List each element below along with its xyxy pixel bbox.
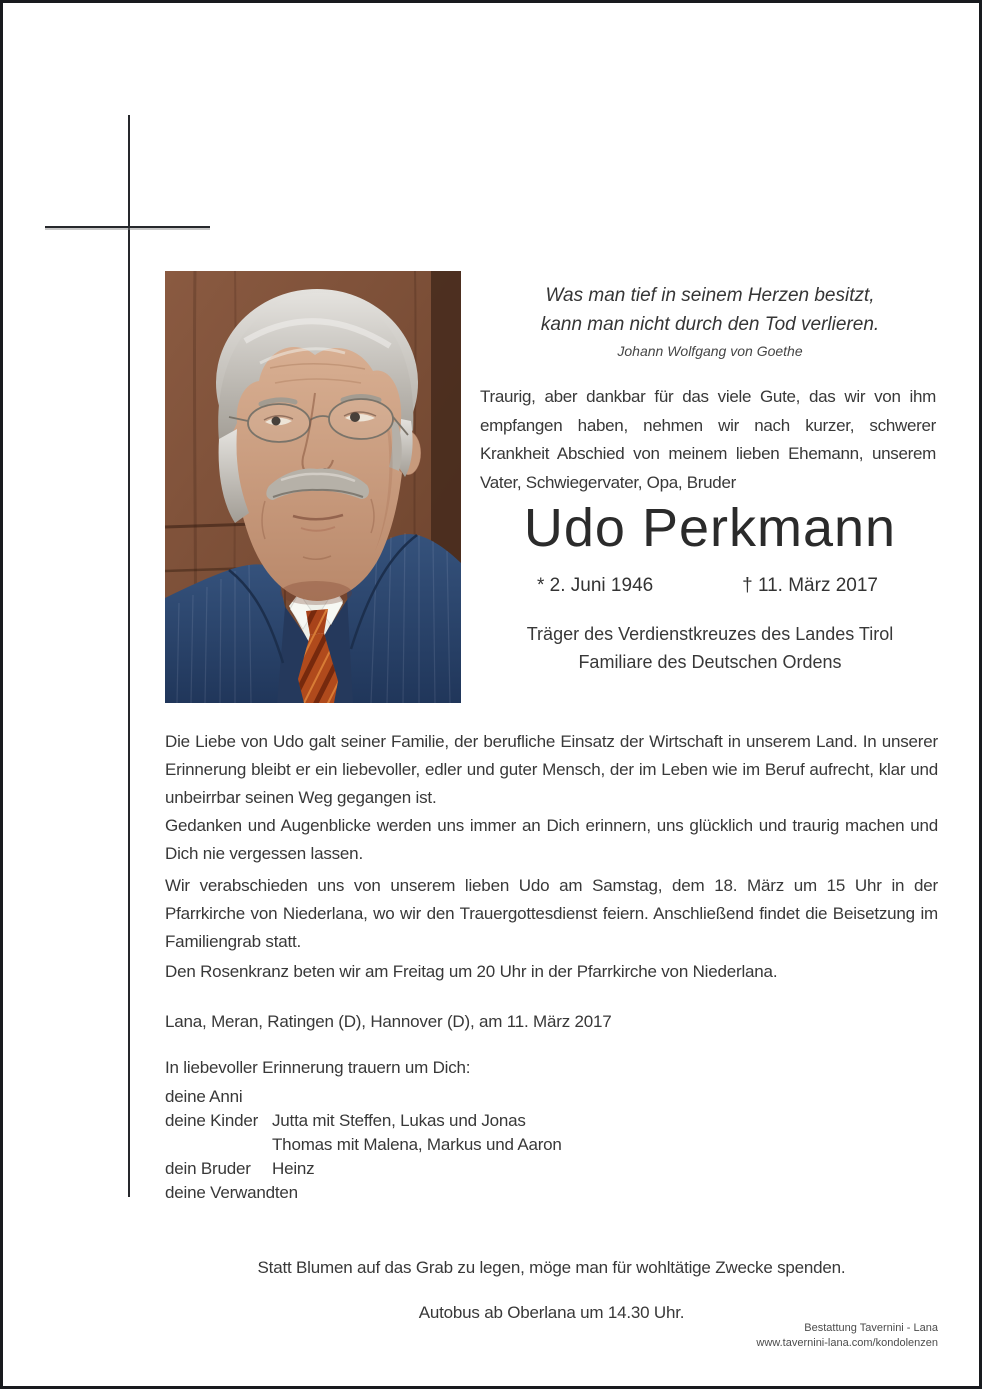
mourner-label: deine Kinder — [165, 1111, 259, 1130]
memorial-paragraph-2: Gedanken und Augenblicke werden uns immer an Dich erinnern, uns glücklich und traurig machen und Dich nie vergessen lassen. — [165, 816, 938, 863]
dateline: Lana, Meran, Ratingen (D), Hannover (D), am 11. März 2017 — [165, 1012, 612, 1031]
memorial-paragraph-1: Die Liebe von Udo galt seiner Familie, der berufliche Einsatz der Wirtschaft in unserem Land. In unserer Erinnerung bleibt er ein liebevoller, edler und guter Mensch, der im Leben wie im Beruf aufrecht, klar und unbeirrbar seinen Weg gegangen ist. — [165, 732, 938, 807]
funeral-home-name: Bestattung Tavernini - Lana — [804, 1322, 938, 1334]
mourner-names: Heinz — [272, 1159, 315, 1178]
mourner-row — [165, 1109, 938, 1133]
death-date: † 11. März 2017 — [742, 575, 878, 596]
honor-line-2: Familiare des Deutschen Ordens — [578, 652, 842, 672]
bus-note: Autobus ab Oberlana um 14.30 Uhr. — [418, 1303, 685, 1322]
donation-note: Statt Blumen auf das Grab zu legen, möge man für wohltätige Zwecke spenden. — [257, 1258, 846, 1277]
memorial-cross-horizontal-line — [45, 226, 210, 228]
funeral-announcement: Wir verabschieden uns von unserem lieben Udo am Samstag, dem 18. März um 15 Uhr in der Pfarrkirche von Niederlana, wo wir den Trauergottesdienst feiern. Anschließend findet die Beisetzung im Familiengrab statt. — [165, 876, 938, 951]
mourners-heading: In liebevoller Erinnerung trauern um Dich: — [165, 1058, 471, 1077]
mourner-label: deine Verwandten — [165, 1183, 298, 1202]
memorial-cross-vertical-line — [128, 115, 130, 1197]
memorial-paragraphs — [165, 728, 938, 868]
mourner-label: deine Anni — [165, 1087, 243, 1106]
deceased-name: Udo Perkmann — [523, 498, 897, 558]
mourner-names: Jutta mit Steffen, Lukas und Jonas — [272, 1111, 526, 1130]
mourners-list — [165, 1056, 938, 1205]
memorial-quote — [480, 281, 940, 363]
mourner-row — [165, 1157, 938, 1181]
quote-line-2: kann man nicht durch den Tod verlieren. — [540, 314, 880, 335]
life-dates — [537, 575, 878, 597]
mourner-names: Thomas mit Malena, Markus und Aaron — [272, 1135, 562, 1154]
quote-line-1: Was man tief in seinem Herzen besitzt, — [545, 285, 875, 306]
intro-paragraph: Traurig, aber dankbar für das viele Gute, das wir von ihm empfangen haben, nehmen wir nach kurzer, schwerer Krankheit Abschied von meinem lieben Ehemann, unserem Vater, Schwiegervater, Opa, Bruder — [480, 387, 936, 492]
mourner-row — [165, 1085, 938, 1109]
honor-line-1: Träger des Verdienstkreuzes des Landes Tirol — [526, 624, 894, 644]
funeral-home-credit — [583, 1321, 938, 1351]
funeral-home-website: www.tavernini-lana.com/kondolenzen — [756, 1337, 938, 1349]
portrait-illustration — [165, 271, 461, 703]
portrait-photo — [165, 271, 461, 703]
quote-attribution: Johann Wolfgang von Goethe — [617, 343, 803, 359]
rosary-announcement: Den Rosenkranz beten wir am Freitag um 20 Uhr in der Pfarrkirche von Niederlana. — [165, 962, 778, 981]
mourner-label: dein Bruder — [165, 1159, 251, 1178]
mourner-row — [165, 1133, 938, 1157]
honors — [480, 620, 940, 676]
mourner-row — [165, 1181, 938, 1205]
birth-date: * 2. Juni 1946 — [537, 575, 654, 596]
